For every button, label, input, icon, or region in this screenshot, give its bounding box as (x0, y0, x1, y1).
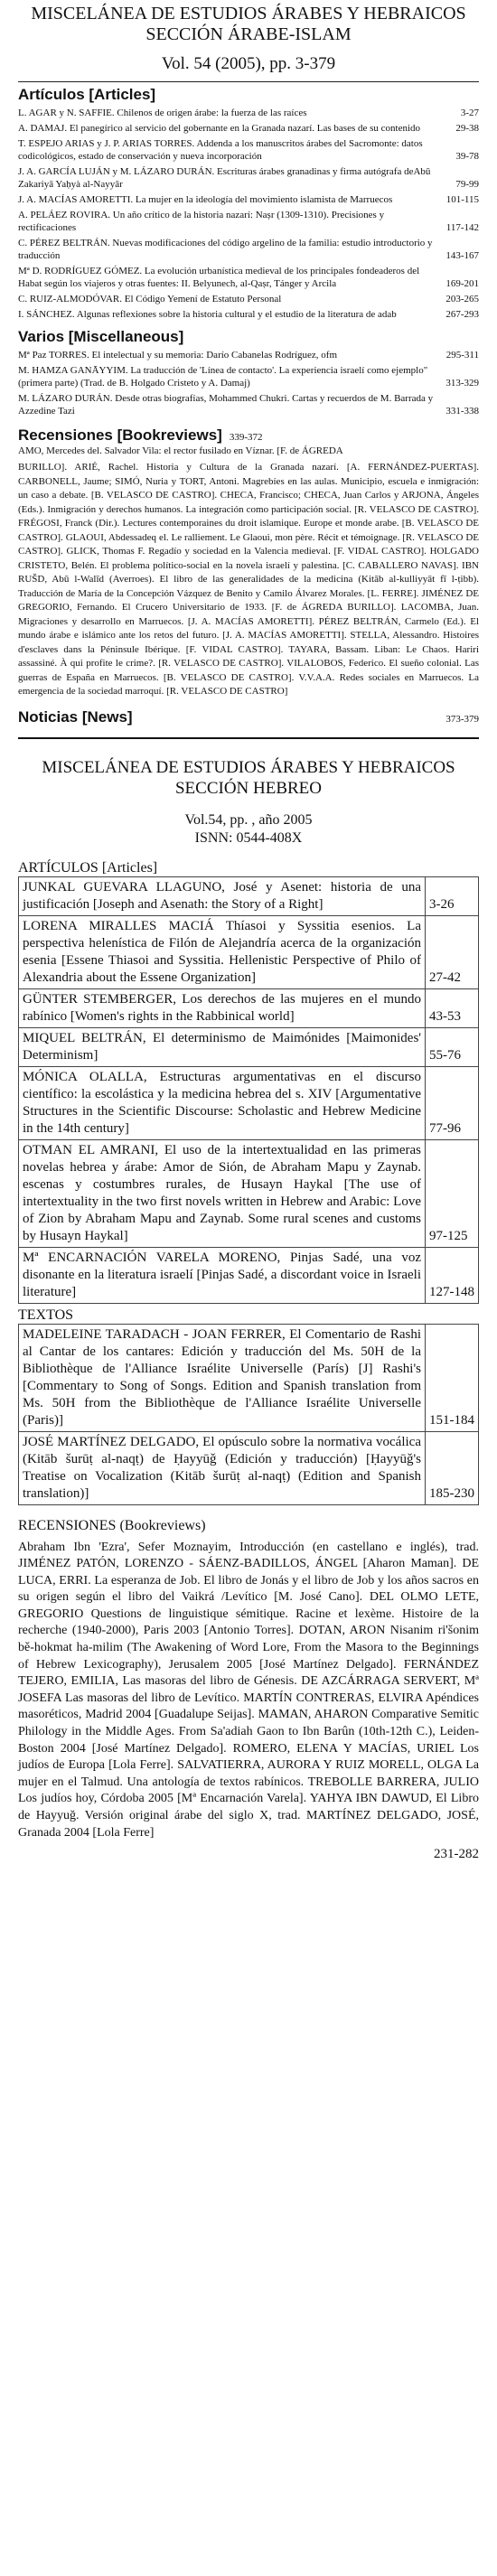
entry-pages: 29-38 (455, 123, 479, 134)
entry-title: M. HAMZA GANĀYYIM. La traducción de 'Línea de contacto'. La experiencia israelí como ejemplo" (primera parte) (Trad. de B. Holgado Cristeto y A. Damaj) (18, 365, 428, 389)
reviews-pages: 231-282 (434, 1847, 479, 1862)
reviews-heading-row (18, 426, 479, 445)
entry-pages: 295-311 (445, 350, 479, 361)
toc-entry (18, 293, 479, 305)
entry-pages: 117-142 (445, 222, 479, 233)
entry-title: I. SÁNCHEZ. Algunas reflexiones sobre la historia cultural y el estudio de la literatura de adab (18, 309, 397, 320)
toc-entry (18, 165, 479, 191)
reviews-body: Abraham Ibn 'Ezra', Sefer Moznayim, Introducción (en castellano e inglés), trad. JIMÉNEZ PATÓN, LORENZO - SÁENZ-BADILLOS, ÁNGEL [Aharon Maman]. DE LUCA, ERRI. La esperanza de Job. El libro de Jonás y el libro de Job y los años sacros en su origen según el libro del Vaikrá /Levítico [M. José Cano]. DEL OLMO LETE, GREGORIO Questions de linguistique sémitique. Racine et lexème. Histoire de la recherche (1940-2000), Paris 2003 [Antonio Torres]. DOTAN, ARON Nisanim ri'šonim bě-hokmat ha-milim (The Awakening of Word Lore, From the Masora to the Beginnings of Hebrew Lexicography), Jerusalem 2005 [José Martínez Delgado]. FERNÁNDEZ TEJERO, EMILIA, Las masoras del libro de Génesis. DE AZCÁRRAGA SERVERT, Mª JOSEFA Las masoras del libro de Levítico. MARTÍN CONTRERAS, ELVIRA Apéndices masoréticos, Madrid 2004 [Guadalupe Seijas]. MAMAN, AHARON Comparative Semitic Philology in the Middle Ages. From Sa'adiah Gaon to Ibn Barûn (10th-12th C.), Leiden-Boston 2004 [José Martínez Delgado]. ROMERO, ELENA Y MACÍAS, URIEL Los judíos de Europa [Lola Ferre]. SALVATIERRA, AURORA Y RUIZ MORELL, OLGA La mujer en el Talmud. Una antología de textos rabínicos. TREBOLLE BARRERA, JULIO Los judíos hoy, Córdoba 2005 [Mª Encarnación Varela]. YAHYA IBN DAWUD, El Libro de Hayyuğ. Versión original árabe del siglo X, trad. MARTÍNEZ DELGADO, JOSÉ, Granada 2004 [Lola Ferre] (18, 1540, 479, 1840)
section-title: SECCIÓN ÁRABE-ISLAM (145, 24, 352, 44)
toc-row (19, 1027, 479, 1066)
entry-pages: 267-293 (445, 309, 479, 320)
toc-row (19, 1431, 479, 1504)
toc-row (19, 1139, 479, 1247)
volume-line: Vol.54, pp. , año 2005 (184, 811, 313, 828)
entry-title: MADELEINE TARADACH - JOAN FERRER, El Comentario de Rashi al Cantar de los cantares: Edición y traducción del Ms. 50H de la Bibliothèque de l'Alliance Israélite Universelle (París) [J] Rashi's [Commentary to Song of Songs. Edition and Spanish translation from Ms. 50H from the Bibliothèque de l'Alliance Israélite Universelle (Paris)] (19, 1324, 426, 1431)
volume-info (18, 811, 479, 848)
entry-pages: 151-184 (426, 1324, 479, 1431)
news-row (18, 708, 479, 726)
entry-title: JUNKAL GUEVARA LLAGUNO, José y Asenet: historia de una justificación [Joseph and Asenath: the Story of a Right] (19, 876, 426, 915)
toc-row (19, 1324, 479, 1431)
toc-entry (18, 364, 479, 389)
articles-heading: ARTÍCULOS [Articles] (18, 859, 158, 876)
articles-heading: Artículos [Articles] (18, 86, 156, 103)
toc-entry (18, 193, 479, 206)
entry-pages: 143-167 (445, 250, 479, 261)
toc-entry (18, 392, 479, 417)
entry-title: A. PELÁEZ ROVIRA. Un año crítico de la historia nazarí: Naṣr (1309-1310). Precisiones y rectificaciones (18, 210, 385, 233)
journal-title: MISCELÁNEA DE ESTUDIOS ÁRABES Y HEBRAICOS (42, 757, 455, 777)
reviews-intro: AMO, Mercedes del. Salvador Vila: el rector fusilado en Víznar. [F. de ÁGREDA (18, 445, 343, 456)
entry-title: A. DAMAJ. El panegírico al servicio del gobernante en la Granada nazarí. Las bases de su contenido (18, 123, 421, 134)
divider (18, 81, 479, 82)
entry-title: OTMAN EL AMRANI, El uso de la intertextualidad en las primeras novelas hebrea y árabe: Amor de Sión, de Abraham Mapu y Zaynab. escenas y costumbres rurales, de Husayn Haykal [The use of intertextuality in the two first novels written in Hebrew and Arabic: Love of Zion by Abraham Mapu and Zaynab. Some rural scenes and customs by Husayn Haykal] (19, 1139, 426, 1247)
entry-pages: 27-42 (426, 915, 479, 988)
entry-title: LORENA MIRALLES MACIÁ Thíasoi y Syssitia esenios. La perspectiva helenística de Filón de Alejandría acerca de la organización esenia [Essene Thiasoi and Syssitia. Hellenistic Perspective of Philo of Alexandria about the Essene Organization] (19, 915, 426, 988)
reviews-heading: RECENSIONES (Bookreviews) (18, 1517, 206, 1533)
entry-pages: 3-26 (426, 876, 479, 915)
toc-entry (18, 349, 479, 361)
news-heading: Noticias [News] (18, 707, 133, 726)
texts-heading: TEXTOS (18, 1307, 74, 1323)
reviews-heading: Recensiones [Bookreviews] (18, 426, 222, 444)
volume-info: Vol. 54 (2005), pp. 3-379 (161, 54, 336, 73)
entry-pages: 55-76 (426, 1027, 479, 1066)
toc-row (19, 988, 479, 1027)
toc-row (19, 1066, 479, 1139)
toc-entry (18, 308, 479, 321)
entry-title: C. PÉREZ BELTRÁN. Nuevas modificaciones del código argelino de la familia: estudio introductorio y traducción (18, 238, 433, 261)
entry-title: J. A. GARCÍA LUJÁN y M. LÁZARO DURÁN. Escrituras árabes granadinas y firma autógrafa deAbū Zakariyā Yaḥyà al-Nayyār (18, 166, 431, 190)
toc-entry (18, 237, 479, 262)
entry-pages: 203-265 (445, 294, 479, 304)
entry-pages: 185-230 (426, 1431, 479, 1504)
entry-pages: 169-201 (445, 278, 479, 289)
entry-pages: 79-99 (455, 179, 479, 190)
entry-pages: 39-78 (455, 151, 479, 162)
reviews-pages: 339-372 (229, 432, 263, 443)
entry-pages: 77-96 (426, 1066, 479, 1139)
misc-list (18, 349, 479, 417)
entry-pages: 313-329 (445, 378, 479, 389)
entry-title: Mª ENCARNACIÓN VARELA MORENO, Pinjas Sadé, una voz disonante en la literatura israelí [Pinjas Sadé, a discordant voice in Israeli literature] (19, 1247, 426, 1303)
reviews-body: BURILLO]. ARIÉ, Rachel. Historia y Cultura de la Granada nazarí. [A. FERNÁNDEZ-PUERTAS]. CARBONELL, Jaume; SIMÓ, Nuria y TORT, Antoni. Magrebíes en las aulas. Municipio, escuela e inmigración: un caso a debate. [B. VELASCO DE CASTRO]. CHECA, Francisco; CHECA, Juan Carlos y ARJONA, Ángeles (Eds.). Inmigración y derechos humanos. La integración como participación social. [R. VELASCO DE CASTRO]. FRÉGOSI, Franck (Dir.). Lectures contemporaines du droit islamique. Europe et monde arabe. [B. VELASCO DE CASTRO]. GLAOUI, Abdessadeq el. Le ralliement. Le Glaoui, mon père. Récit et témoignage. [R. VELASCO DE CASTRO]. GLICK, Thomas F. Regadío y sociedad en la Valencia medieval. [F. VIDAL CASTRO]. HOLGADO CRISTETO, Belén. El problema político-social en la novela israelí y palestina. [C. CABALLERO NAVAS]. IBN RUŠD, Abū l-Walīd (Averroes). El libro de las generalidades de la medicina (Kitāb al-kulliyyāt fī l-ṭibb). Traducción de María de la Concepción Vázquez de Benito y Camilo Álvarez Morales. [L. FERRE]. JIMÉNEZ DE GREGORIO, Fernando. El Crucero Universitario de 1933. [F. de ÁGREDA BURILLO]. LACOMBA, Juan. Migraciones y desarrollo en Marruecos. [J. A. MACÍAS AMORETTI]. PÉREZ BELTRÁN, Carmelo (Ed.). El mundo árabe e islámico ante los retos del futuro. [J. A. MACÍAS AMORETTI]. STELLA, Alessandro. Histoires d'esclaves dans la Péninsule Ibérique. [F. VIDAL CASTRO]. TAYARA, Bassam. Liban: Le Chaos. Hariri assassiné. À qui profite le crime?. [R. VELASCO DE CASTRO]. VILALOBOS, Federico. El sueño colonial. Las guerras de España en Marruecos. [B. VELASCO DE CASTRO]. V.V.A.A. Redes sociales en Marruecos. La emergencia de la sociedad marroquí. [R. VELASCO DE CASTRO] (18, 462, 479, 697)
toc-row (19, 1247, 479, 1303)
entry-title: L. AGAR y N. SAFFIE. Chilenos de origen árabe: la fuerza de las raíces (18, 108, 307, 118)
toc-entry (18, 209, 479, 234)
texts-table (18, 1324, 479, 1505)
entry-title: T. ESPEJO ARIAS y J. P. ARIAS TORRES. Addenda a los manuscritos árabes del Sacromonte: datos codicológicos, estado de conservación y nueva incorporación (18, 138, 423, 162)
entry-title: MIQUEL BELTRÁN, El determinismo de Maimónides [Maimonides' Determinism] (19, 1027, 426, 1066)
issn-line: ISNN: 0544-408X (194, 829, 303, 846)
entry-pages: 3-27 (460, 108, 479, 118)
journal-title: MISCELÁNEA DE ESTUDIOS ÁRABES Y HEBRAICOS (31, 4, 466, 23)
entry-title: C. RUIZ-ALMODÓVAR. El Código Yemení de Estatuto Personal (18, 294, 282, 304)
section-header (18, 757, 479, 799)
toc-row (19, 876, 479, 915)
entry-title: Mª Paz TORRES. El intelectual y su memoria: Darío Cabanelas Rodríguez, ofm (18, 350, 338, 361)
toc-entry (18, 137, 479, 163)
entry-title: J. A. MACÍAS AMORETTI. La mujer en la ideología del movimiento islamista de Marruecos (18, 194, 393, 205)
entry-title: Mª D. RODRÍGUEZ GÓMEZ. La evolución urbanística medieval de los principales fondeaderos del Habat según los viajeros y otras fuentes: II. Belyunech, al-Qaṣr, Tánger y Arcila (18, 266, 420, 289)
toc-entry (18, 265, 479, 290)
entry-pages: 43-53 (426, 988, 479, 1027)
entry-pages: 101-115 (445, 194, 479, 205)
entry-pages: 127-148 (426, 1247, 479, 1303)
entry-title: M. LÁZARO DURÁN. Desde otras biografías, Mohammed Chukri. Cartas y recuerdos de M. Barrada y Azzedine Tazi (18, 393, 434, 417)
section-divider (18, 737, 479, 739)
toc-row (19, 915, 479, 988)
articles-list (18, 107, 479, 321)
entry-title: MÓNICA OLALLA, Estructuras argumentativas en el discurso científico: la escolástica y la medicina hebrea del s. XIV [Argumentative Structures in the Scientific Discourse: Scholastic and Hebrew Medicine in the 14th century] (19, 1066, 426, 1139)
section-header (18, 4, 479, 45)
section-title: SECCIÓN HEBREO (174, 778, 323, 798)
entry-pages: 331-338 (445, 406, 479, 417)
toc-entry (18, 107, 479, 119)
toc-entry (18, 122, 479, 135)
entry-pages: 97-125 (426, 1139, 479, 1247)
misc-heading: Varios [Miscellaneous] (18, 328, 184, 345)
articles-table (18, 876, 479, 1304)
entry-title: JOSÉ MARTÍNEZ DELGADO, El opúsculo sobre la normativa vocálica (Kitāb šurūṭ al-naqṭ) de Ḥayyūǧ (Edición y traducción) [Ḥayyūǧ's Treatise on Vocalization (Kitāb šurūṭ al-naqṭ) (Edition and Spanish translation)] (19, 1431, 426, 1504)
news-pages: 373-379 (445, 713, 479, 725)
entry-title: GÜNTER STEMBERGER, Los derechos de las mujeres en el mundo rabínico [Women's rights in the Rabbinical world] (19, 988, 426, 1027)
